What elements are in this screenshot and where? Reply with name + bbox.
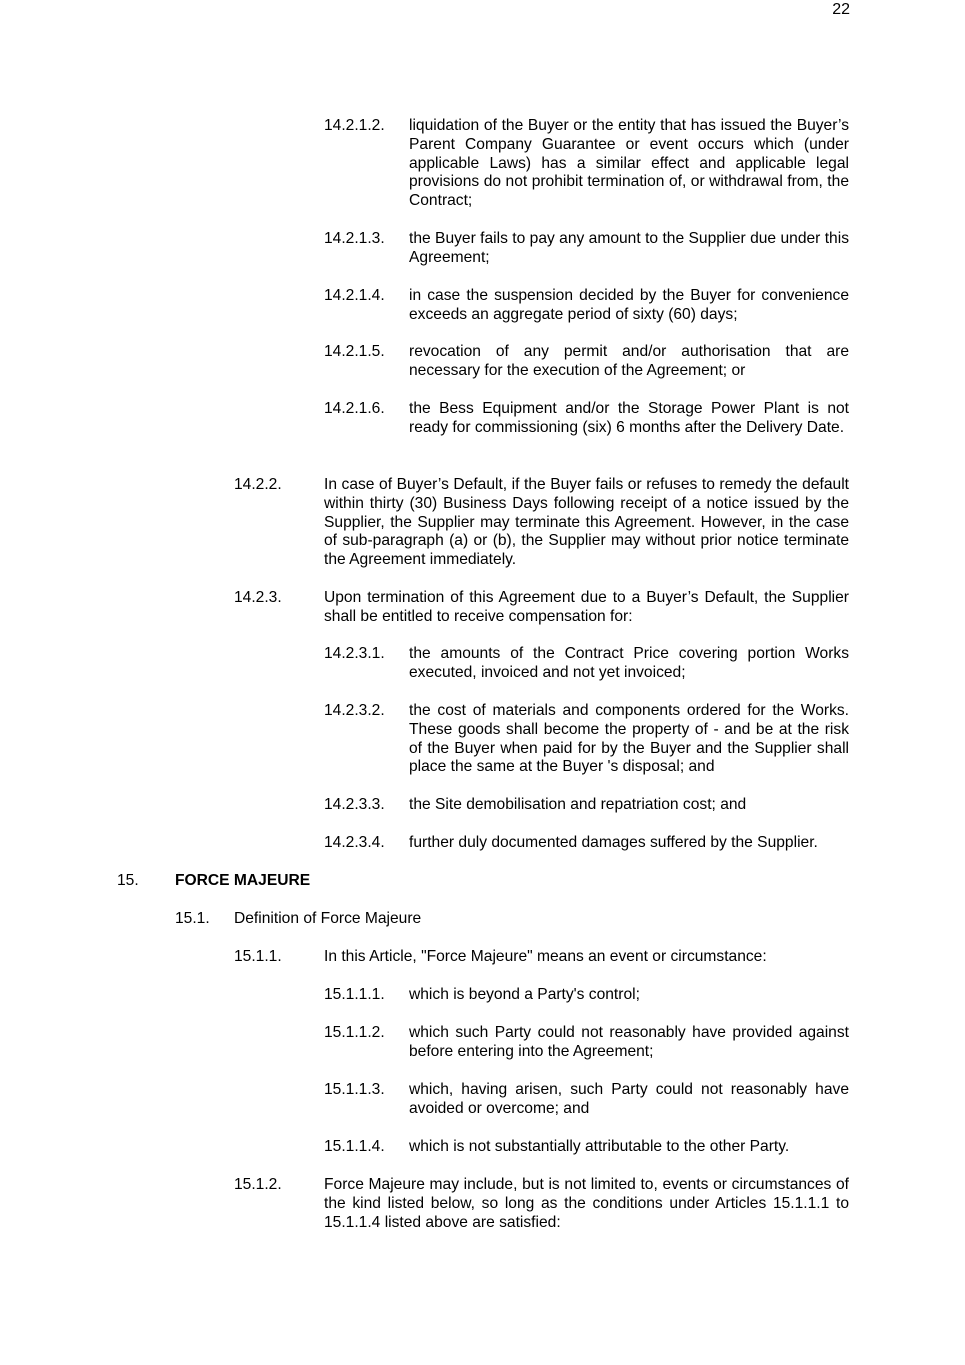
clause-number: 15.1.1. [234,948,282,965]
clause-text: the Bess Equipment and/or the Storage Power Plant is not ready for commissioning (six) 6 months after the Delivery Date. [409,400,849,436]
clause-text: In this Article, "Force Majeure" means an event or circumstance: [324,948,767,965]
clause-text: revocation of any permit and/or authorisation that are necessary for the execution of the Agreement; or [409,343,849,379]
clause-number: 14.2.1.2. [324,117,385,134]
clause-number: 15.1.2. [234,1176,282,1193]
section-title: FORCE MAJEURE [175,872,311,889]
clause-text: Definition of Force Majeure [234,910,422,927]
clause-number: 14.2.1.5. [324,343,385,360]
clause-text: in case the suspension decided by the Buyer for convenience exceeds an aggregate period of sixty (60) days; [409,287,849,323]
clause-text: which, having arisen, such Party could not reasonably have avoided or overcome; and [409,1081,849,1117]
clause-number: 15.1.1.3. [324,1081,385,1098]
clause-number: 14.2.3.3. [324,796,385,813]
clause-number: 15.1. [175,910,210,927]
clause-text: which is beyond a Party's control; [409,986,640,1003]
clause-text: Force Majeure may include, but is not limited to, events or circumstances of the kind listed below, so long as the conditions under Articles 15.1.1.1 to 15.1.1.4 listed above are satisfied: [324,1176,849,1231]
clause-text: the cost of materials and components ordered for the Works. These goods shall become the property of - and be at the risk of the Buyer when paid for by the Buyer and the Supplier shall place the same at the Buyer 's disposal; and [409,702,849,776]
clause-number: 14.2.3.4. [324,834,385,851]
clause-text: Upon termination of this Agreement due to a Buyer’s Default, the Supplier shall be entitled to receive compensation for: [324,589,849,625]
clause-number: 14.2.2. [234,476,282,493]
clause-text: the amounts of the Contract Price covering portion Works executed, invoiced and not yet invoiced; [409,645,849,681]
clause-text: liquidation of the Buyer or the entity that has issued the Buyer’s Parent Company Guarantee or event occurs which (under applicable Laws) has a similar effect and applicable legal provisions do not prohibit termination of, or withdrawal from, the Contract; [409,117,849,210]
clause-text: In case of Buyer’s Default, if the Buyer fails or refuses to remedy the default within thirty (30) Business Days following receipt of a notice issued by the Supplier, the Supplier may terminate this Agreement. However, in the case of sub-paragraph (a) or (b), the Supplier may without prior notice terminate the Agreement immediately. [324,476,849,569]
clause-number: 15.1.1.2. [324,1024,385,1041]
page-number: 22 [832,1,850,18]
clause-text: further duly documented damages suffered by the Supplier. [409,834,818,851]
clause-number: 14.2.1.3. [324,230,385,247]
clause-text: the Site demobilisation and repatriation cost; and [409,796,747,813]
clause-number: 14.2.3.2. [324,702,385,719]
clause-number: 14.2.3. [234,589,282,606]
section-number: 15. [117,872,139,889]
clause-number: 14.2.3.1. [324,645,385,662]
clause-text: which is not substantially attributable to the other Party. [409,1138,790,1155]
clause-number: 14.2.1.6. [324,400,385,417]
clause-number: 15.1.1.4. [324,1138,385,1155]
clause-number: 15.1.1.1. [324,986,385,1003]
clause-text: the Buyer fails to pay any amount to the Supplier due under this Agreement; [409,230,849,266]
clause-number: 14.2.1.4. [324,287,385,304]
clause-text: which such Party could not reasonably have provided against before entering into the Agreement; [409,1024,849,1060]
